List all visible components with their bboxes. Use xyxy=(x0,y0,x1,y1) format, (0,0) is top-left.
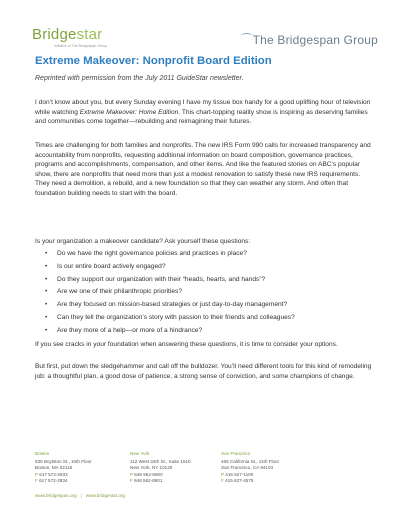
office-address-line2: Boston, MA 02116 xyxy=(35,465,73,471)
list-item: • Are we one of their philanthropic priorities? xyxy=(45,286,375,299)
office-phone: 646 562-8900 xyxy=(134,471,163,477)
office-address-line2: San Francisco, CA 94104 xyxy=(221,465,274,471)
bridgespan-url-link[interactable]: www.bridgespan.org xyxy=(35,493,77,498)
bridgespan-swoosh-icon: ⁀ xyxy=(241,33,252,47)
fax-label: F xyxy=(130,478,133,484)
bridgestar-logo-suffix: star xyxy=(76,26,103,43)
office-fax: 646 562-8901 xyxy=(134,478,163,484)
show-title: Extreme Makeover: Home Edition xyxy=(79,108,179,116)
office-san-francisco xyxy=(221,451,331,485)
list-item: • Is our entire board actively engaged? xyxy=(45,261,375,274)
paragraph-cracks: If you see cracks in your foundation when answering these questions, it is time to consider your options. xyxy=(35,341,338,348)
office-fax: 415 627-4575 xyxy=(225,478,254,484)
list-item: • Do they support our organization with their “heads, hearts, and hands”? xyxy=(45,274,375,287)
paragraph-intro xyxy=(35,98,375,127)
phone-label: P xyxy=(35,471,38,477)
bridgestar-url-link[interactable]: www.bridgestar.org xyxy=(85,493,125,498)
phone-label: P xyxy=(221,471,224,477)
bridgespan-logo-text: The Bridgespan Group xyxy=(252,33,378,47)
office-fax: 617 572-2834 xyxy=(39,478,68,484)
phone-label: P xyxy=(130,471,133,477)
footer-separator: | xyxy=(80,493,82,498)
bridgestar-logo xyxy=(32,26,107,48)
office-address-line1: 465 California St., 11th Floor xyxy=(221,458,280,464)
bridgestar-logo-prefix: Bridge xyxy=(32,26,77,43)
bridgespan-logo xyxy=(242,33,378,47)
list-item: • Are they more of a help—or more of a hindrance? xyxy=(45,325,375,338)
list-item: • Do we have the right governance policies and practices in place? xyxy=(45,248,375,261)
office-city: San Francisco xyxy=(221,451,251,456)
page-header xyxy=(0,0,400,60)
paragraph-questions-intro: Is your organization a makeover candidate? Ask yourself these questions: xyxy=(35,238,251,245)
office-city: New York xyxy=(130,451,150,456)
list-item: • Can they tell the organization’s story with passion to their friends and colleagues? xyxy=(45,312,375,325)
questions-list xyxy=(45,248,375,338)
list-item: • Are they focused on mission-based strategies or just day-to-day management? xyxy=(45,299,375,312)
office-boston xyxy=(35,451,145,485)
office-city: Boston xyxy=(35,451,50,456)
paragraph-intro-a: I don’t know about you, but every Sunday evening I have my tissue box handy for a good uplifting hour of television while watching xyxy=(35,99,371,116)
article-subtitle: Reprinted with permission from the July 2011 GuideStar newsletter. xyxy=(35,75,244,82)
office-phone: 617 572-2833 xyxy=(39,471,68,477)
office-address-line2: New York, NY 10120 xyxy=(130,465,173,471)
footer-links xyxy=(35,493,125,498)
bridgestar-logo-tagline: Initiative of The Bridgespan Group xyxy=(54,44,108,48)
paragraph-tools: But first, put down the sledgehammer and call off the bulldozer. You’ll need different tools for this kind of remodeling job: a thoughtful plan, a good dose of patience, a strong sense of conviction, and some champions of change. xyxy=(35,363,372,380)
article-title: Extreme Makeover: Nonprofit Board Edition xyxy=(35,55,272,67)
office-phone: 415 627-1100 xyxy=(225,471,254,477)
fax-label: F xyxy=(221,478,224,484)
paragraph-intro-b: . This chart-topping reality show is inspiring as deserving families and communities come together—rebuilding and reimagining their futures. xyxy=(35,108,368,126)
fax-label: F xyxy=(35,478,38,484)
paragraph-context: Times are challenging for both families and nonprofits. The new IRS Form 990 calls for increased transparency and accountability from nonprofits, requesting additional information on board composition, governance practices, programs and accomplishments, compensation, and other items. And like the featured stories on ABC’s popular show, there are nonprofits that need more than just a modest renovation to satisfy these new IRS requirements. They need a demolition, a rebuild, and a new foundation so that they can weather any storm. And often that foundation building needs to start with the board. xyxy=(35,142,371,197)
office-address-line1: 535 Boylston St., 10th Floor xyxy=(35,458,92,464)
office-address-line1: 112 West 34th St., Suite 1510 xyxy=(130,458,191,464)
